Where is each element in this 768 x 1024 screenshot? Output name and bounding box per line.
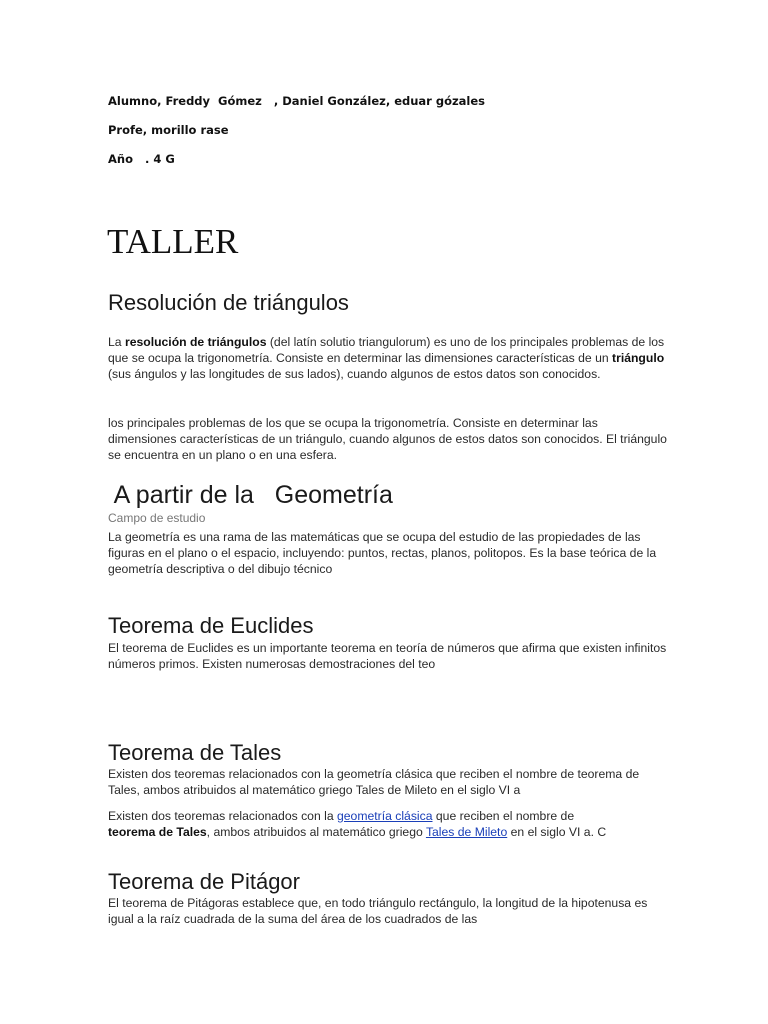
school-year: Año . 4 G [108, 152, 175, 166]
link-geometria-clasica[interactable]: geometría clásica [336, 809, 433, 823]
paragraph-geometria: La geometría es una rama de las matemáticas que se ocupa del estudio de las propiedades de las figuras en el plano o el espacio, incluyendo: puntos, rectas, planos, politopos. Es la base teórica de la geometría descriptiva o del dibujo técnico [108, 530, 657, 576]
paragraph-resolucion-2: los principales problemas de los que se ocupa la trigonometría. Consiste en determinar las dimensiones características de un triángulo, cuando algunos de estos datos son conocidos. El triángulo se encuentra en un plano o en una esfera. [108, 416, 667, 462]
heading-geometria: A partir de la Geometría [108, 481, 393, 509]
heading-tales: Teorema de Tales [108, 740, 282, 765]
paragraph-pitagoras: El teorema de Pitágoras establece que, en todo triángulo rectángulo, la longitud de la hipotenusa es igual a la raíz cuadrada de la suma del área de los cuadrados de las [108, 896, 648, 926]
document-title: TALLER [107, 222, 239, 261]
subtitle-campo-estudio: Campo de estudio [108, 511, 206, 525]
bold-resolucion: resolución de triángulos [124, 335, 267, 349]
paragraph-euclides: El teorema de Euclides es un importante teorema en teoría de números que afirma que existen infinitos números primos. Existen numerosas demostraciones del teo [108, 641, 667, 671]
paragraph-tales-2: Existen dos teoremas relacionados con la geometría clásica que reciben el nombre de teorema de Tales, ambos atribuidos al matemático griego Tales de Mileto en el siglo VI a. C [108, 809, 607, 839]
bold-triangulo: triángulo [612, 351, 665, 365]
paragraph-resolucion-1: La resolución de triángulos (del latín solutio triangulorum) es uno de los principales problemas de los que se ocupa la trigonometría. Consiste en determinar las dimensiones características de un triángulo (sus ángulos y las longitudes de sus lados), cuando algunos de estos datos son conocidos. [108, 335, 665, 381]
paragraph-tales-1: Existen dos teoremas relacionados con la geometría clásica que reciben el nombre de teorema de Tales, ambos atribuidos al matemático griego Tales de Mileto en el siglo VI a [108, 767, 640, 797]
heading-resolucion: Resolución de triángulos [108, 290, 349, 315]
bold-teorema-tales: teorema de Tales [108, 825, 207, 839]
heading-euclides: Teorema de Euclides [108, 613, 314, 638]
link-tales-de-mileto[interactable]: Tales de Mileto [425, 825, 508, 839]
heading-pitagoras: Teorema de Pitágor [108, 869, 300, 894]
student-names: Alumno, Freddy Gómez , Daniel González, eduar gózales [108, 94, 486, 108]
teacher-name: Profe, morillo rase [108, 123, 229, 137]
